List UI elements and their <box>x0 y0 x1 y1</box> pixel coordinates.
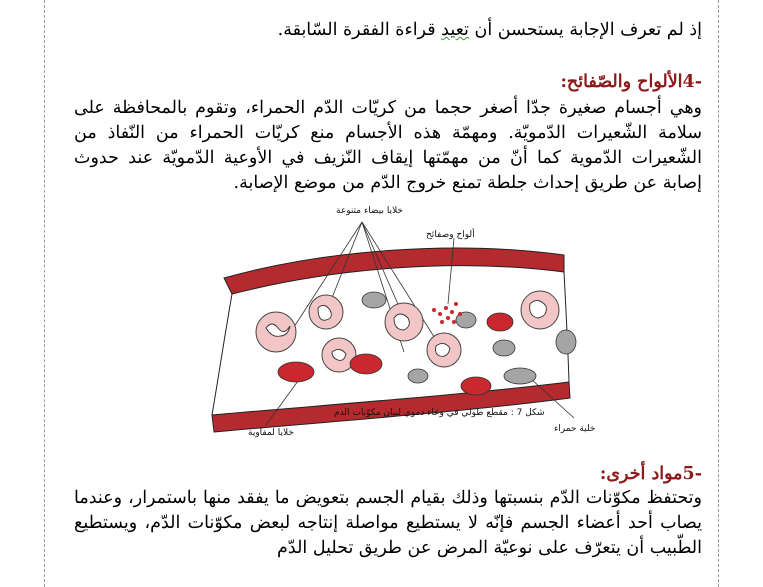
vessel-upper-wall <box>224 248 564 294</box>
right-margin-guide <box>718 0 719 587</box>
figure-caption: شكل 7 : مقطع طولي في وعاء دموي لبيان مكوّنات الدم <box>334 408 545 418</box>
blood-vessel-figure <box>204 200 604 450</box>
intro-line <box>74 18 702 43</box>
section-5-heading: -5مواد أخرى: <box>599 464 702 484</box>
label-white-cells: خلايا بيضاء متنوعة <box>336 206 403 216</box>
label-red-cell: خلية حمراء <box>554 424 596 434</box>
document-page <box>44 0 718 587</box>
section-4-heading: -4الألواح والصّفائح: <box>560 72 702 92</box>
section-5-paragraph: وتحتفظ مكوّنات الدّم بنسبتها وذلك بقيام الجسم بتعويض ما يفقد منها باستمرار، وعندما يصاب أحد أعضاء الجسم فإنّه لا يستطيع مواصلة إنتاجه لبعض مكوّنات الدّم، ويستطيع الطّبيب أن يتعرّف على نوعيّة المرض عن طريق تحليل الدّم <box>74 488 702 558</box>
label-phagocytes: خلايا لمفاوية <box>248 428 294 438</box>
intro-text-end: قراءة الفقرة السّابقة. <box>277 20 442 40</box>
label-platelets: ألواح وصفائح <box>426 230 475 240</box>
intro-text-start: إذ لم تعرف الإجابة يستحسن أن <box>468 20 702 40</box>
intro-text-underlined: تعيد <box>441 20 469 40</box>
vessel-lower-wall <box>212 382 570 432</box>
section-4-paragraph: وهي أجسام صغيرة جدّا أصغر حجما من كريّات الدّم الحمراء، وتقوم بالمحافظة على سلامة الشّعيرات الدّمويّة. ومهمّة هذه الأجسام منع كريّات الحمراء من النّفاذ من الشّعيرات الدّموية كما أنّ من مهمّتها إيقاف النّزيف في الأوعية الدّمويّة عند حدوث إصابة عن طريق إحداث جلطة تمنع خروج الدّم من موضع الإصابة. <box>74 98 702 193</box>
